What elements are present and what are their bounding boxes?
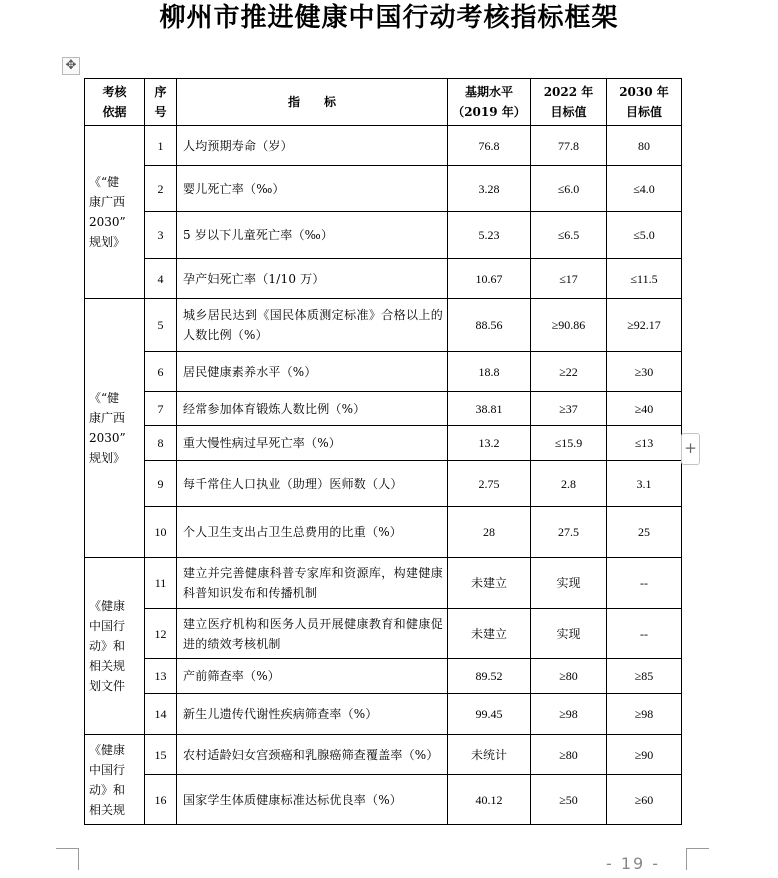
target-2030-cell: ≤13	[607, 426, 682, 461]
baseline-cell: 未统计	[448, 735, 531, 775]
crop-mark-right-vertical	[686, 848, 687, 870]
baseline-cell: 40.12	[448, 775, 531, 825]
table-row	[85, 507, 682, 558]
basis-cell-group-2: 《“健 康广西 2030” 规划》	[85, 299, 145, 558]
seq-cell: 4	[145, 259, 177, 299]
seq-cell: 13	[145, 659, 177, 694]
table-header-row	[85, 79, 682, 126]
indicator-cell: 婴儿死亡率（‰）	[177, 166, 448, 212]
target-2030-cell: 80	[607, 126, 682, 166]
target-2030-cell: ≥90	[607, 735, 682, 775]
crop-mark-right-horizontal	[687, 848, 709, 849]
seq-cell: 12	[145, 609, 177, 659]
target-2022-cell: 2.8	[531, 461, 607, 507]
baseline-cell: 未建立	[448, 609, 531, 659]
baseline-cell: 5.23	[448, 212, 531, 259]
table-row	[85, 212, 682, 259]
target-2030-cell: ≤5.0	[607, 212, 682, 259]
table-row	[85, 126, 682, 166]
baseline-cell: 未建立	[448, 558, 531, 609]
table-row	[85, 659, 682, 694]
target-2022-cell: 27.5	[531, 507, 607, 558]
indicator-table	[84, 78, 682, 825]
seq-cell: 5	[145, 299, 177, 352]
target-2022-cell: ≥80	[531, 659, 607, 694]
seq-cell: 8	[145, 426, 177, 461]
seq-cell: 6	[145, 352, 177, 392]
target-2022-cell: ≥80	[531, 735, 607, 775]
baseline-cell: 3.28	[448, 166, 531, 212]
target-2030-cell: --	[607, 609, 682, 659]
seq-cell: 14	[145, 694, 177, 735]
header-baseline	[448, 79, 531, 126]
seq-cell: 7	[145, 392, 177, 426]
seq-cell: 15	[145, 735, 177, 775]
table-row	[85, 352, 682, 392]
crop-mark-left-horizontal	[56, 848, 78, 849]
table-row	[85, 426, 682, 461]
target-2030-cell: ≥40	[607, 392, 682, 426]
header-basis: 考核 依据	[85, 79, 145, 126]
baseline-cell: 28	[448, 507, 531, 558]
target-2030-cell: ≤11.5	[607, 259, 682, 299]
add-column-plus-icon[interactable]: +	[681, 433, 700, 465]
header-baseline-label: 基期水平	[464, 85, 513, 99]
target-2030-cell: --	[607, 558, 682, 609]
header-seq: 序 号	[145, 79, 177, 126]
basis-cell-group-4: 《健康 中国行 动》和 相关规	[85, 735, 145, 825]
target-2022-cell: ≥98	[531, 694, 607, 735]
table-row	[85, 166, 682, 212]
indicator-cell: 产前筛查率（%）	[177, 659, 448, 694]
header-target-2022: 2022 年 目标值	[531, 79, 607, 126]
indicator-cell: 个人卫生支出占卫生总费用的比重（%）	[177, 507, 448, 558]
baseline-cell: 2.75	[448, 461, 531, 507]
baseline-cell: 76.8	[448, 126, 531, 166]
target-2030-cell: 3.1	[607, 461, 682, 507]
target-2030-cell: ≤4.0	[607, 166, 682, 212]
seq-cell: 9	[145, 461, 177, 507]
page-number: - 19 -	[606, 854, 661, 873]
indicator-cell: 新生儿遗传代谢性疾病筛查率（%）	[177, 694, 448, 735]
target-2022-cell: 77.8	[531, 126, 607, 166]
indicator-cell: 孕产妇死亡率（1/10 万）	[177, 259, 448, 299]
indicator-cell: 建立医疗机构和医务人员开展健康教育和健康促进的绩效考核机制	[177, 609, 448, 659]
seq-cell: 16	[145, 775, 177, 825]
target-2030-cell: ≥98	[607, 694, 682, 735]
target-2022-cell: ≤6.0	[531, 166, 607, 212]
table-row	[85, 775, 682, 825]
table-move-handle-icon[interactable]: ✥	[62, 57, 80, 75]
table-row	[85, 461, 682, 507]
target-2022-cell: ≤6.5	[531, 212, 607, 259]
baseline-cell: 38.81	[448, 392, 531, 426]
target-2030-cell: 25	[607, 507, 682, 558]
target-2022-cell: 实现	[531, 609, 607, 659]
header-target-2030: 2030 年 目标值	[607, 79, 682, 126]
table-row	[85, 735, 682, 775]
table-row	[85, 609, 682, 659]
indicator-cell: 经常参加体育锻炼人数比例（%）	[177, 392, 448, 426]
header-indicator: 指 标	[177, 79, 448, 126]
baseline-cell: 10.67	[448, 259, 531, 299]
indicator-cell: 5 岁以下儿童死亡率（‰）	[177, 212, 448, 259]
indicator-cell: 人均预期寿命（岁）	[177, 126, 448, 166]
target-2022-cell: ≥22	[531, 352, 607, 392]
table-row	[85, 558, 682, 609]
seq-cell: 2	[145, 166, 177, 212]
target-2030-cell: ≥60	[607, 775, 682, 825]
indicator-cell: 国家学生体质健康标准达标优良率（%）	[177, 775, 448, 825]
indicator-cell: 重大慢性病过早死亡率（%）	[177, 426, 448, 461]
baseline-cell: 18.8	[448, 352, 531, 392]
indicator-cell: 城乡居民达到《国民体质测定标准》合格以上的人数比例（%）	[177, 299, 448, 352]
indicator-cell: 居民健康素养水平（%）	[177, 352, 448, 392]
table-row	[85, 392, 682, 426]
table-row	[85, 259, 682, 299]
seq-cell: 3	[145, 212, 177, 259]
target-2022-cell: 实现	[531, 558, 607, 609]
target-2030-cell: ≥30	[607, 352, 682, 392]
baseline-cell: 89.52	[448, 659, 531, 694]
baseline-cell: 88.56	[448, 299, 531, 352]
header-baseline-year: （2019 年）	[452, 105, 526, 119]
crop-mark-left-top	[78, 848, 79, 870]
table-row	[85, 694, 682, 735]
target-2030-cell: ≥92.17	[607, 299, 682, 352]
indicator-cell: 每千常住人口执业（助理）医师数（人）	[177, 461, 448, 507]
table-row	[85, 299, 682, 352]
target-2022-cell: ≥90.86	[531, 299, 607, 352]
indicator-cell: 建立并完善健康科普专家库和资源库，构建健康科普知识发布和传播机制	[177, 558, 448, 609]
target-2022-cell: ≤15.9	[531, 426, 607, 461]
target-2030-cell: ≥85	[607, 659, 682, 694]
seq-cell: 10	[145, 507, 177, 558]
target-2022-cell: ≥50	[531, 775, 607, 825]
baseline-cell: 99.45	[448, 694, 531, 735]
basis-cell-group-1: 《“健 康广西 2030” 规划》	[85, 126, 145, 299]
target-2022-cell: ≥37	[531, 392, 607, 426]
seq-cell: 11	[145, 558, 177, 609]
target-2022-cell: ≤17	[531, 259, 607, 299]
indicator-cell: 农村适龄妇女宫颈癌和乳腺癌筛查覆盖率（%）	[177, 735, 448, 775]
seq-cell: 1	[145, 126, 177, 166]
page-title: 柳州市推进健康中国行动考核指标框架	[159, 3, 619, 33]
baseline-cell: 13.2	[448, 426, 531, 461]
basis-cell-group-3: 《健康 中国行 动》和 相关规 划文件	[85, 558, 145, 735]
